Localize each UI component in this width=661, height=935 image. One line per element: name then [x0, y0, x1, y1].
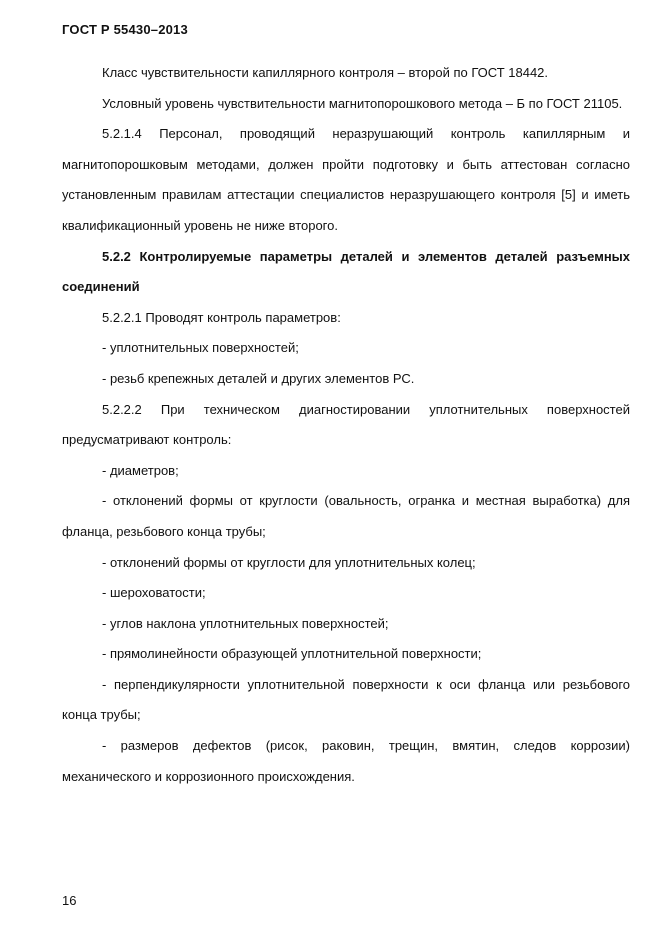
document-body	[62, 58, 630, 792]
list-item: - отклонений формы от круглости для уплотнительных колец;	[102, 554, 476, 570]
list-item: - размеров дефектов (рисок, раковин, трещин, вмятин, следов коррозии) механического и коррозионного происхождения.	[62, 738, 630, 784]
list-item: - отклонений формы от круглости (овальность, огранка и местная выработка) для фланца, резьбового конца трубы;	[62, 493, 630, 539]
paragraph-sensitivity-class: Класс чувствительности капиллярного контроля – второй по ГОСТ 18442.	[102, 65, 549, 80]
list-item: - перпендикулярности уплотнительной поверхности к оси фланца или резьбового конца трубы;	[62, 676, 630, 723]
section-heading-5-2-2: 5.2.2 Контролируемые параметры деталей и элементов деталей разъемных соединений	[62, 248, 630, 295]
list-item: - уплотнительных поверхностей;	[102, 340, 299, 356]
page-number: 16	[62, 893, 77, 908]
paragraph-sensitivity-level: Условный уровень чувствительности магнитопорошкового метода – Б по ГОСТ 21105.	[102, 95, 623, 111]
paragraph-5-2-2-1: 5.2.2.1 Проводят контроль параметров:	[102, 309, 341, 325]
list-item: - диаметров;	[102, 462, 179, 478]
list-item: - углов наклона уплотнительных поверхностей;	[102, 615, 389, 631]
document-header: ГОСТ Р 55430–2013	[62, 22, 188, 37]
list-item: - резьб крепежных деталей и других элементов РС.	[102, 370, 415, 386]
list-item: - прямолинейности образующей уплотнительной поверхности;	[102, 646, 482, 662]
paragraph-5-2-1-4: 5.2.1.4 Персонал, проводящий неразрушающий контроль капиллярным и магнитопорошковым методами, должен пройти подготовку и быть аттестован согласно установленным правилам аттестации специалистов неразрушающего контроля [5] и иметь квалификационный уровень не ниже второго.	[62, 126, 630, 233]
list-item: - шероховатости;	[102, 585, 206, 601]
paragraph-5-2-2-2: 5.2.2.2 При техническом диагностировании уплотнительных поверхностей предусматривают контроль:	[62, 401, 630, 448]
